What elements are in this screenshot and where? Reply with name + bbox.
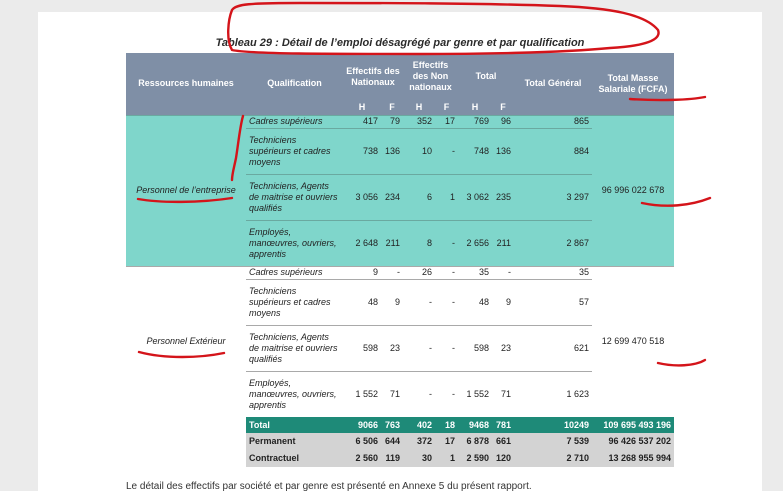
cell-nat-h: 48 [343,279,381,325]
qualification-cell: Employés, manœuvres, ouvriers, apprentis [246,371,343,417]
cell-tot-h: 769 [458,115,492,128]
cell-nat-h: 2 648 [343,220,381,266]
summary-nat-f: 119 [381,450,403,467]
header-non-f: F [435,100,458,115]
cell-gen: 35 [514,266,592,279]
cell-non-f: - [435,220,458,266]
summary-gen: 2 710 [514,450,592,467]
cell-non-h: 10 [403,128,435,174]
group-label: Personnel Extérieur [126,266,246,417]
blank-cell [126,433,246,450]
cell-non-f: - [435,279,458,325]
qualification-cell: Cadres supérieurs [246,115,343,128]
cell-nat-h: 738 [343,128,381,174]
cell-gen: 3 297 [514,174,592,220]
cell-nat-f: 211 [381,220,403,266]
cell-non-f: - [435,128,458,174]
cell-tot-h: 35 [458,266,492,279]
cell-nat-f: 9 [381,279,403,325]
header-ressources: Ressources humaines [126,53,246,115]
summary-row [126,417,674,433]
cell-tot-f: 9 [492,279,514,325]
cell-non-f: 1 [435,174,458,220]
cell-non-f: - [435,371,458,417]
cell-gen: 57 [514,279,592,325]
summary-gen: 7 539 [514,433,592,450]
qualification-cell: Cadres supérieurs [246,266,343,279]
group-label: Personnel de l’entreprise [126,115,246,266]
header-tot-h: H [458,100,492,115]
summary-nat-f: 763 [381,417,403,433]
cell-non-f: - [435,266,458,279]
cell-gen: 884 [514,128,592,174]
summary-label: Contractuel [246,450,343,467]
summary-non-h: 30 [403,450,435,467]
cell-nat-h: 598 [343,325,381,371]
masse-salariale-value: 96 996 022 678 [592,115,674,266]
header-nat-h: H [343,100,381,115]
summary-non-f: 17 [435,433,458,450]
cell-gen: 865 [514,115,592,128]
summary-tot-h: 9468 [458,417,492,433]
blank-cell [126,450,246,467]
header-qualification: Qualification [246,53,343,115]
table-row [126,115,674,128]
cell-tot-f: 136 [492,128,514,174]
cell-nat-f: 79 [381,115,403,128]
summary-tot-f: 120 [492,450,514,467]
cell-tot-h: 1 552 [458,371,492,417]
summary-nat-f: 644 [381,433,403,450]
cell-nat-f: 234 [381,174,403,220]
summary-masse: 109 695 493 196 [592,417,674,433]
table-body [126,115,674,467]
blank-cell [126,417,246,433]
table-caption: Tableau 29 : Détail de l’emploi désagrégé par genre et par qualification [215,37,585,49]
cell-tot-h: 598 [458,325,492,371]
cell-non-h: 8 [403,220,435,266]
footer-paragraph: Le détail des effectifs par société et par genre est présenté en Annexe 5 du présent rapport. [126,481,532,491]
cell-tot-f: 96 [492,115,514,128]
summary-tot-h: 2 590 [458,450,492,467]
document-page [38,12,762,491]
summary-non-f: 18 [435,417,458,433]
summary-label: Permanent [246,433,343,450]
qualification-cell: Techniciens, Agents de maitrise et ouvriers qualifiés [246,325,343,371]
cell-nat-f: - [381,266,403,279]
cell-non-h: 352 [403,115,435,128]
cell-tot-h: 3 062 [458,174,492,220]
cell-nat-f: 23 [381,325,403,371]
qualification-cell: Techniciens, Agents de maitrise et ouvriers qualifiés [246,174,343,220]
summary-non-f: 1 [435,450,458,467]
cell-tot-f: - [492,266,514,279]
cell-gen: 621 [514,325,592,371]
cell-gen: 1 623 [514,371,592,417]
header-masse-salariale: Total Masse Salariale (FCFA) [592,53,674,115]
summary-gen: 10249 [514,417,592,433]
header-nationaux: Effectifs des Nationaux [343,53,403,100]
header-total-general: Total Général [514,53,592,115]
summary-non-h: 372 [403,433,435,450]
header-non-nationaux: Effectifs des Non nationaux [403,53,458,100]
summary-row [126,450,674,467]
header-non-h: H [403,100,435,115]
qualification-cell: Employés, manœuvres, ouvriers, apprentis [246,220,343,266]
masse-salariale-value: 12 699 470 518 [592,266,674,417]
qualification-cell: Techniciens supérieurs et cadres moyens [246,279,343,325]
summary-tot-f: 661 [492,433,514,450]
summary-nat-h: 6 506 [343,433,381,450]
summary-masse: 13 268 955 994 [592,450,674,467]
summary-nat-h: 2 560 [343,450,381,467]
cell-tot-f: 235 [492,174,514,220]
qualification-cell: Techniciens supérieurs et cadres moyens [246,128,343,174]
summary-nat-h: 9066 [343,417,381,433]
summary-label: Total [246,417,343,433]
summary-row [126,433,674,450]
cell-nat-f: 136 [381,128,403,174]
cell-nat-f: 71 [381,371,403,417]
cell-non-h: - [403,325,435,371]
header-tot-f: F [492,100,514,115]
summary-tot-f: 781 [492,417,514,433]
summary-tot-h: 6 878 [458,433,492,450]
cell-tot-f: 23 [492,325,514,371]
cell-tot-f: 211 [492,220,514,266]
cell-nat-h: 417 [343,115,381,128]
cell-tot-h: 2 656 [458,220,492,266]
cell-non-h: 6 [403,174,435,220]
cell-nat-h: 9 [343,266,381,279]
cell-nat-h: 3 056 [343,174,381,220]
cell-non-h: 26 [403,266,435,279]
cell-nat-h: 1 552 [343,371,381,417]
header-total: Total [458,53,514,100]
cell-tot-f: 71 [492,371,514,417]
cell-non-f: 17 [435,115,458,128]
cell-gen: 2 867 [514,220,592,266]
cell-non-h: - [403,371,435,417]
summary-non-h: 402 [403,417,435,433]
table-row [126,266,674,279]
employment-table [126,53,674,467]
cell-tot-h: 748 [458,128,492,174]
cell-tot-h: 48 [458,279,492,325]
cell-non-h: - [403,279,435,325]
summary-masse: 96 426 537 202 [592,433,674,450]
header-nat-f: F [381,100,403,115]
table-header [126,53,674,115]
cell-non-f: - [435,325,458,371]
